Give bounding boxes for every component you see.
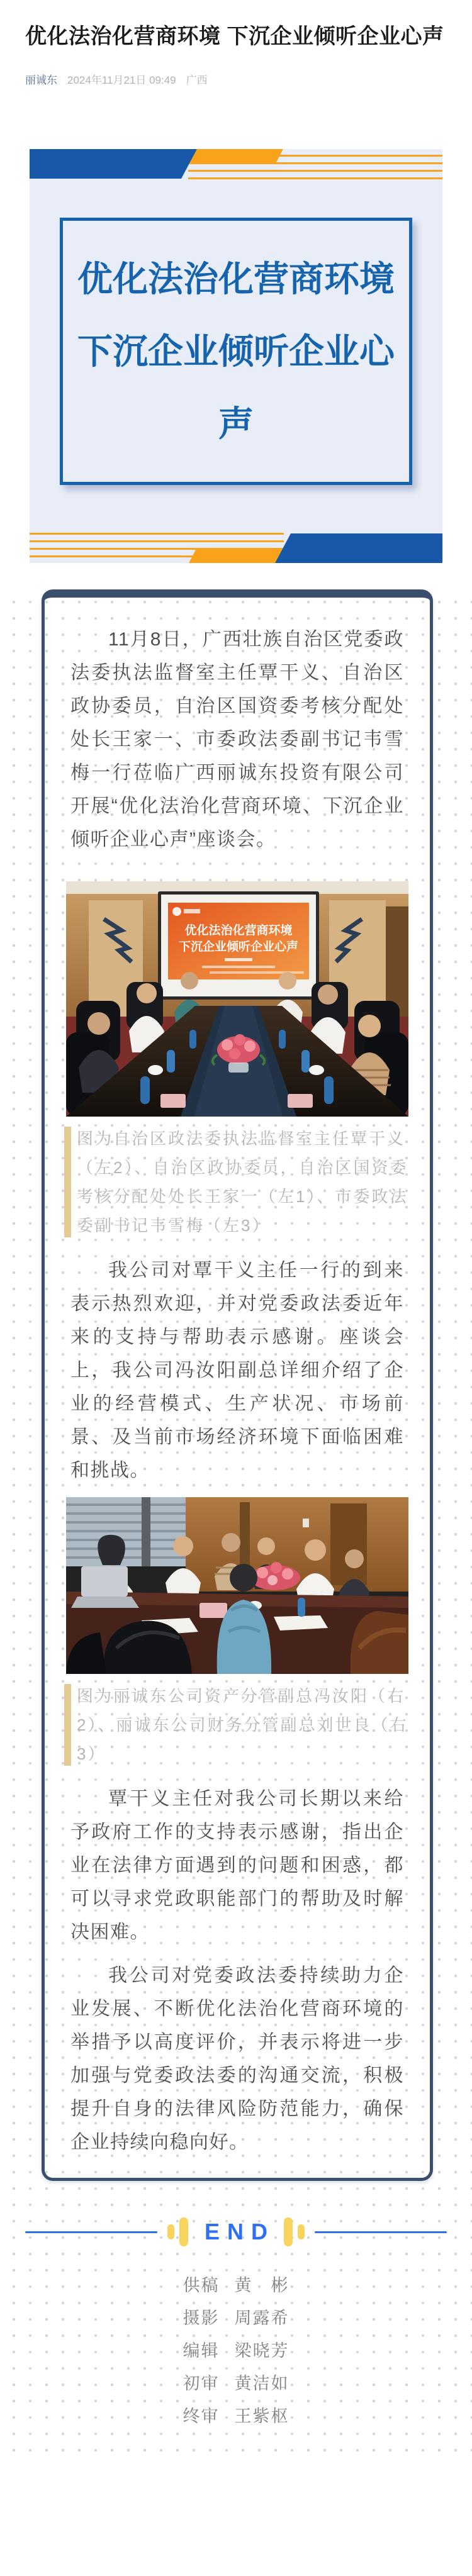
banner-top-decoration (30, 149, 442, 179)
banner-title-box (60, 218, 412, 485)
banner-bottom-decoration (30, 533, 442, 563)
credit-role: 编辑 (183, 2341, 220, 2360)
blue-parallelogram (275, 533, 442, 563)
paragraph: 我公司对党委政法委持续助力企业发展、不断优化法治化营商环境的举措予以高度评价，并表示将进一步加强与党委政法委的沟通交流，积极提升自身的法律风险防范能力，确保企业持续向稳向好。 (70, 1965, 404, 2153)
end-divider-line-right (315, 2231, 447, 2233)
photo2-blind-slats (66, 1505, 186, 1558)
orange-stripe (30, 533, 284, 535)
orange-stripe (188, 170, 442, 172)
photo1-teacup (148, 1065, 163, 1075)
bottom-whitespace (0, 2463, 472, 2576)
credit-role: 摄影 (183, 2309, 220, 2328)
photo2-door (330, 1503, 367, 1585)
photo1-caption: 图为自治区政法委执法监督室主任覃干义（左2）、自治区政协委员，自治区国资委考核分配处处长王家一（左1）、市委政法委副书记韦雪梅（左3） (77, 1129, 408, 1235)
photo1-water-bottle (189, 1030, 196, 1049)
end-divider (25, 2217, 447, 2246)
photo2-blue-woman-head (230, 1564, 257, 1592)
page-title: 优化法治化营商环境 下沉企业倾听企业心声 (25, 25, 444, 48)
credit-name: 黄 彬 (234, 2276, 289, 2295)
credit-name: 王紫枢 (234, 2407, 289, 2426)
photo2-person-head (345, 1549, 364, 1568)
article-header (0, 0, 472, 87)
photo1-person-head (87, 1012, 110, 1035)
photo1-name-placard (160, 1094, 186, 1108)
dotted-background-section (0, 589, 472, 2463)
orange-parallelogram (184, 149, 283, 164)
orange-parallelogram (189, 549, 288, 563)
photo1-water-bottle (140, 1076, 150, 1104)
photo1-slide-subline (225, 958, 252, 961)
meta-row (25, 71, 447, 87)
photo1-person-head (318, 984, 338, 1005)
photo2-person-head (305, 1539, 326, 1561)
photo1-person-head (181, 972, 198, 990)
yellow-bar-icon (298, 2224, 305, 2239)
meeting-photo-2[interactable] (66, 1497, 408, 1674)
publish-region: 广西 (186, 74, 208, 86)
photo2-window-frame (142, 1497, 150, 1566)
paragraph: 覃干义主任对我公司长期以来给予政府工作的支持表示感谢，指出企业在法律方面遇到的问题和困惑，都可以寻求党政职能部门的帮助及时解决困难。 (70, 1788, 404, 1943)
photo2-caption: 图为丽诚东公司资产分管副总冯汝阳（右2）、丽诚东公司财务分管副总刘世良（右3） (77, 1687, 408, 1763)
photo2-person-head (257, 1537, 275, 1555)
photo2-name-placard (199, 1603, 227, 1618)
article-card (42, 589, 433, 2181)
photo1-name-placard (288, 1094, 313, 1108)
orange-stripe (30, 540, 284, 542)
photo1-water-bottle (167, 1050, 175, 1073)
photo1-person-head (137, 983, 157, 1003)
photo2-light-switch (303, 1519, 309, 1527)
credit-name: 黄洁如 (234, 2374, 289, 2393)
photo1-person-head (358, 1015, 381, 1037)
photo1-slide-subline (202, 966, 275, 968)
photo2-water-bottle (298, 1598, 305, 1617)
photo2-caption-wrap (64, 1681, 410, 1768)
photo1-vase (228, 1062, 249, 1073)
photo1-water-bottle (301, 1050, 310, 1073)
photo1-water-bottle (324, 1076, 334, 1104)
banner-spacer (30, 485, 442, 533)
photo2-person-head (222, 1533, 240, 1552)
credit-role: 初审 (183, 2374, 220, 2393)
banner-title: 优化法治化营商环境 下沉企业倾听企业心声 (77, 259, 395, 443)
end-divider-line-left (25, 2231, 157, 2233)
credit-role: 供稿 (183, 2276, 220, 2295)
paragraph: 11月8日，广西壮族自治区党委政法委执法监督室主任覃干义、自治区政协委员，自治区国资委考核分配处处长王家一、市委政法委副书记韦雪梅一行莅临广西丽诚东投资有限公司开展“优化法治化营商环境、下沉企业倾听企业心声”座谈会。 (70, 629, 404, 850)
photo2-laptop-screen (81, 1566, 128, 1597)
yellow-bar-icon (284, 2217, 293, 2246)
paragraph: 我公司对覃干义主任一行的到来表示热烈欢迎，并对党委政法委近年来的支持与帮助表示感谢。座谈会上，我公司冯汝阳副总详细介绍了企业的经营模式、生产状况、市场前景、及当前市场经济环境下面临困难和挑战。 (70, 1260, 404, 1481)
orange-stripe (188, 177, 442, 179)
meeting-photo-1[interactable] (66, 881, 408, 1117)
publish-datetime: 2024年11月21日 09:49 (67, 74, 176, 86)
blue-parallelogram (30, 149, 197, 179)
meeting-photo-2-figure (64, 1497, 410, 1768)
yellow-bar-icon (179, 2217, 188, 2246)
title-banner (30, 149, 442, 563)
photo2-laptop-base (71, 1597, 139, 1608)
photo1-slide-title-line2: 下沉企业倾听企业心声 (178, 940, 299, 954)
photo1-slide-title-line1: 优化法治化营商环境 (184, 924, 293, 937)
photo2-person-head (173, 1536, 193, 1556)
photo1-slide-logo-text (184, 909, 200, 913)
credit-name: 梁晓芳 (234, 2341, 289, 2360)
end-label: END (205, 2219, 276, 2244)
caption-accent-bar (64, 1684, 71, 1766)
credit-name: 周露希 (234, 2309, 289, 2328)
photo1-teacup (309, 1065, 324, 1075)
meeting-photo-1-figure (64, 881, 410, 1240)
credit-role: 终审 (183, 2407, 220, 2426)
photo2-person-hair (98, 1535, 125, 1565)
photo1-caption-wrap (64, 1124, 410, 1240)
photo2-paper (274, 1615, 328, 1631)
author-link[interactable]: 丽诚东 (25, 74, 57, 86)
yellow-bar-icon (167, 2224, 174, 2239)
photo1-person-head (279, 972, 296, 990)
photo1-slide-logo (172, 907, 181, 916)
caption-accent-bar (64, 1127, 71, 1237)
credits-list (183, 2269, 289, 2433)
photo1-water-bottle (279, 1030, 286, 1049)
